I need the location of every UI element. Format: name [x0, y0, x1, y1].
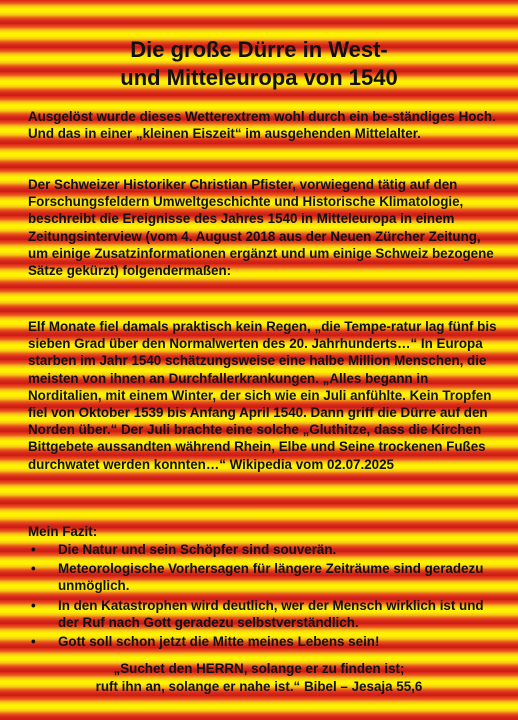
list-item	[28, 597, 500, 631]
intro-paragraph: Ausgelöst wurde dieses Wetterextrem wohl durch ein be-ständiges Hoch. Und das in einer „kleinen Eiszeit“ im ausgehenden Mittelalter.	[28, 109, 496, 142]
list-item-text: Meteorologische Vorhersagen für längere Zeiträume sind geradezu unmöglich.	[58, 561, 484, 594]
list-item-text: In den Katastrophen wird deutlich, wer der Mensch wirklich ist und der Ruf nach Gott geradezu selbstverständlich.	[58, 597, 484, 630]
verse-line-1: „Suchet den HERRN, solange er zu finden ist;	[113, 661, 405, 676]
bullet-icon: •	[31, 597, 36, 613]
bible-verse	[0, 660, 518, 696]
bullet-icon: •	[31, 542, 36, 557]
list-item	[28, 633, 500, 650]
list-item-text: Die Natur und sein Schöpfer sind souverän.	[58, 542, 337, 557]
verse-line-2: ruft ihn an, solange er nahe ist.“ Bibel – Jesaja 55,6	[95, 679, 423, 694]
page-title	[0, 36, 518, 92]
list-item	[28, 560, 500, 594]
drought-description-paragraph: Elf Monate fiel damals praktisch kein Regen, „die Tempe-ratur lag fünf bis sieben Grad über den Normalwerten des 20. Jahrhunderts…“ In Europa starben im Jahr 1540 schätzungsweise eine halbe Million Menschen, die meisten von ihnen an Durchfallerkrankungen. „Alles begann in Norditalien, mit einem Winter, der sich wie ein Juli anfühlte. Kein Tropfen fiel von Oktober 1539 bis Anfang April 1540. Dann griff die Dürre auf den Norden über.“ Der Juli brachte eine solche „Gluthitze, dass die Kirchen Bittgebete aussandten während Rhein, Elbe und Seine trockenen Fußes durchwatet werden konnten…“ Wikipedia vom 02.07.2025	[28, 319, 497, 472]
list-item	[28, 541, 500, 558]
bullet-icon: •	[31, 634, 36, 650]
bullet-icon: •	[31, 561, 36, 577]
conclusion-list	[28, 541, 500, 652]
list-item-text: Gott soll schon jetzt die Mitte meines Lebens sein!	[58, 634, 380, 650]
historian-paragraph: Der Schweizer Historiker Christian Pfister, vorwiegend tätig auf den Forschungsfeldern Umweltgeschichte und Historische Klimatologie, beschreibt die Ereignisse des Jahres 1540 in Mitteleuropa in einem Zeitungsinterview (vom 4. August 2018 aus der Neuen Zürcher Zeitung, um einige Zusatzinformationen ergänzt und um einige Schweiz bezogene Sätze gekürzt) folgendermaßen:	[28, 177, 494, 279]
conclusion-heading: Mein Fazit:	[28, 524, 98, 539]
title-line-2: und Mitteleuropa von 1540	[120, 65, 398, 90]
title-line-1: Die große Dürre in West-	[130, 37, 388, 62]
